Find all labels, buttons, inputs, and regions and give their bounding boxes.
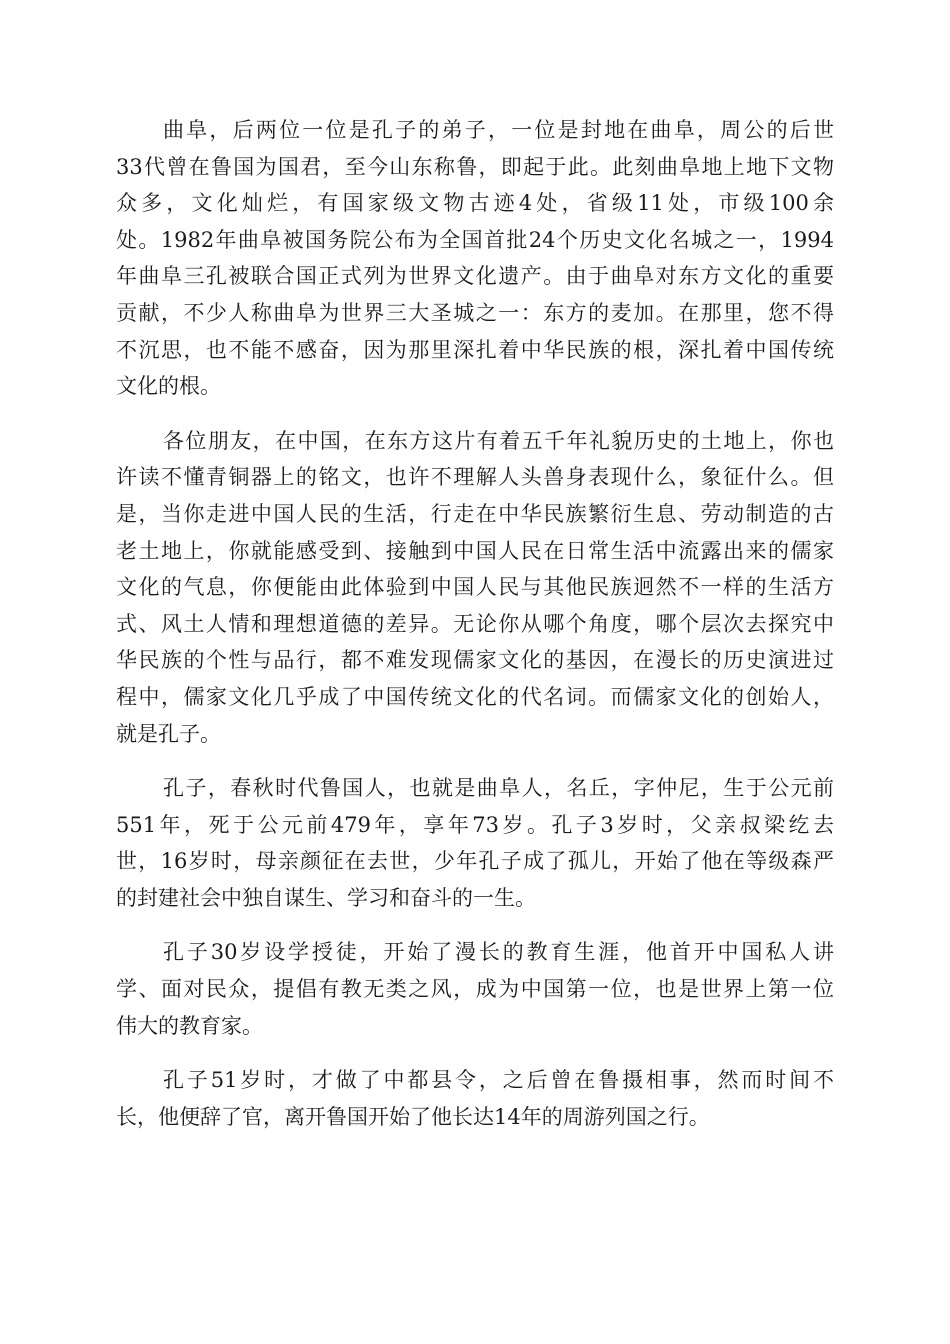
text-line: 程中，儒家文化几乎成了中国传统文化的代名词。而儒家文化的创始人，	[116, 684, 834, 709]
text-line: 文化的根。	[116, 374, 221, 399]
paragraph-confucius-biography	[116, 770, 834, 916]
text-line: 年曲阜三孔被联合国正式列为世界文化遗产。由于曲阜对东方文化的重要	[116, 264, 834, 289]
text-line: 孔子，春秋时代鲁国人，也就是曲阜人，名丘，字仲尼，生于公元前	[163, 776, 834, 801]
text-line: 伟大的教育家。	[116, 1013, 263, 1038]
text-line: 是，当你走进中国人民的生活，行走在中华民族繁衍生息、劳动制造的古	[116, 501, 834, 526]
text-line: 许读不懂青铜器上的铭文，也许不理解人头兽身表现什么，象征什么。但	[116, 465, 834, 490]
text-line: 各位朋友，在中国，在东方这片有着五千年礼貌历史的土地上，你也	[163, 428, 834, 453]
text-line: 就是孔子。	[116, 721, 221, 746]
paragraph-educator	[116, 934, 834, 1044]
text-line: 33代曾在鲁国为国君，至今山东称鲁，即起于此。此刻曲阜地上地下文物	[116, 154, 834, 179]
document-page	[116, 112, 834, 1153]
text-line: 式、风土人情和理想道德的差异。无论你从哪个角度，哪个层次去探究中	[116, 611, 834, 636]
text-line: 老土地上，你就能感受到、接触到中国人民在日常生活中流露出来的儒家	[116, 538, 834, 563]
text-line: 孔子51岁时，才做了中都县令，之后曾在鲁摄相事，然而时间不	[163, 1068, 834, 1093]
paragraph-confucian-culture	[116, 423, 834, 752]
text-line: 贡献，不少人称曲阜为世界三大圣城之一：东方的麦加。在那里，您不得	[116, 300, 834, 325]
text-line: 长，他便辞了官，离开鲁国开始了他长达14年的周游列国之行。	[116, 1104, 710, 1129]
text-line: 学、面对民众，提倡有教无类之风，成为中国第一位，也是世界上第一位	[116, 977, 834, 1002]
text-line: 世，16岁时，母亲颜征在去世，少年孔子成了孤儿，开始了他在等级森严	[116, 849, 834, 874]
text-line: 文化的气息，你便能由此体验到中国人民与其他民族迥然不一样的生活方	[116, 575, 834, 600]
text-line: 的封建社会中独自谋生、学习和奋斗的一生。	[116, 885, 536, 910]
text-line: 551年，死于公元前479年，享年73岁。孔子3岁时，父亲叔梁纥去	[116, 812, 834, 837]
text-line: 曲阜，后两位一位是孔子的弟子，一位是封地在曲阜，周公的后世	[163, 118, 834, 142]
text-line: 华民族的个性与品行，都不难发现儒家文化的基因，在漫长的历史演进过	[116, 648, 834, 673]
paragraph-official-career	[116, 1062, 834, 1135]
paragraph-qufu	[116, 112, 834, 405]
text-line: 不沉思，也不能不感奋，因为那里深扎着中华民族的根，深扎着中国传统	[116, 337, 834, 362]
text-line: 处。1982年曲阜被国务院公布为全国首批24个历史文化名城之一，1994	[116, 227, 834, 252]
text-line: 孔子30岁设学授徒，开始了漫长的教育生涯，他首开中国私人讲	[163, 940, 834, 965]
text-line: 众多，文化灿烂，有国家级文物古迹4处，省级11处，市级100余	[116, 191, 834, 216]
